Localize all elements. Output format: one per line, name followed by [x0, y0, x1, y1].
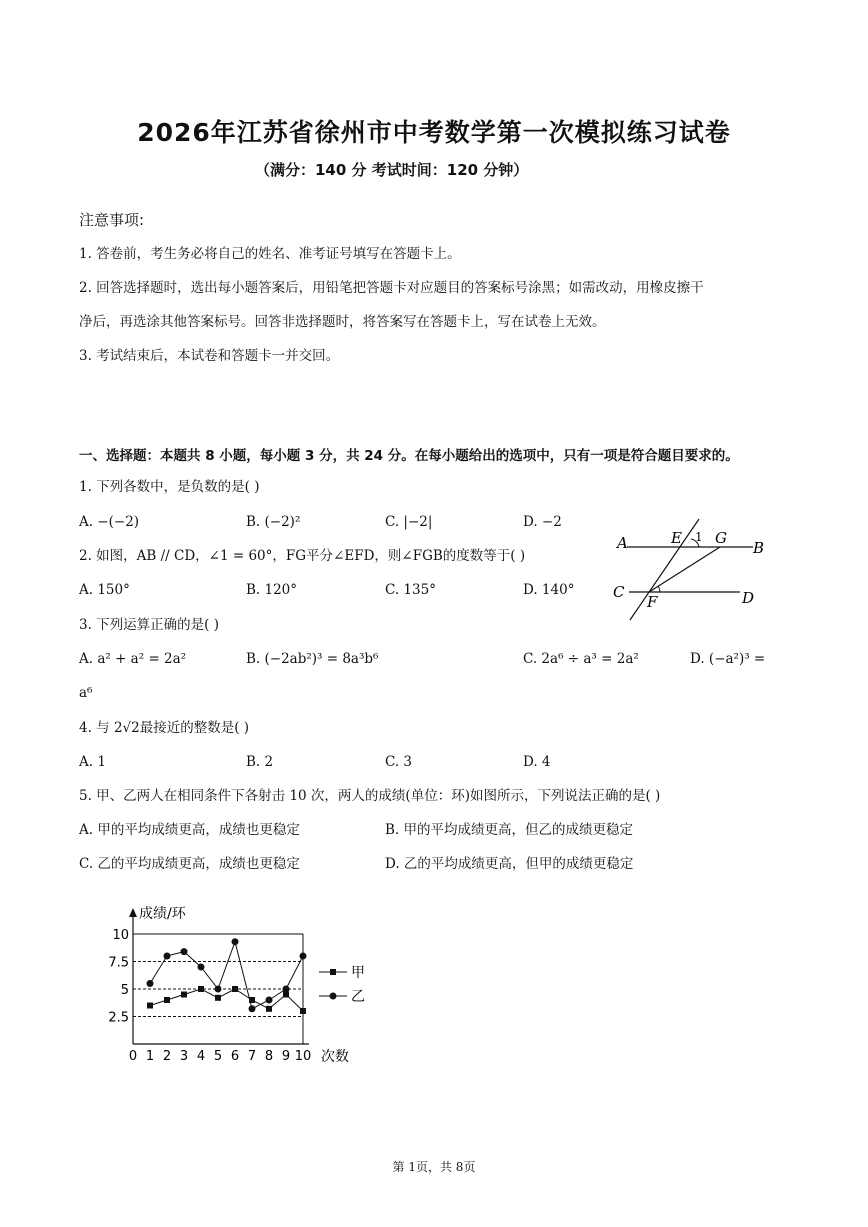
y-axis-arrow [129, 908, 137, 917]
option: C. 2a⁶ ÷ a³ = 2a² [523, 651, 639, 667]
x-tick-label: 2 [162, 1049, 172, 1064]
label-g: G [715, 529, 727, 547]
option: C. 135° [385, 582, 436, 598]
page-footer: 第 1页，共 8页 [392, 1160, 476, 1174]
data-point-circle [283, 986, 290, 993]
option: B. 2 [246, 754, 274, 770]
exam-info: （满分：140 分 考试时间：120 分钟） [255, 161, 529, 179]
data-point-square [232, 986, 238, 992]
label-e: E [671, 529, 682, 547]
y-tick-label: 2.5 [108, 1010, 129, 1026]
legend-label: 乙 [351, 989, 365, 1005]
note-item: 2. 回答选择题时，选出每小题答案后，用铅笔把答题卡对应题目的答案标号涂黑；如需改动，用橡皮擦干 [79, 280, 704, 296]
option: C. 3 [385, 754, 413, 770]
data-point-square [181, 992, 187, 998]
legend-marker-circle [330, 993, 337, 1000]
page-title: 2026年江苏省徐州市中考数学第一次模拟练习试卷 [137, 118, 731, 147]
x-tick-label: 10 [294, 1049, 312, 1064]
question-stem: 5. 甲、乙两人在相同条件下各射击 10 次，两人的成绩(单位：环)如图所示，下列说法正确的是( ) [79, 788, 661, 804]
data-point-square [300, 1008, 306, 1014]
x-tick-label: 0 [128, 1049, 138, 1064]
question-stem: 3. 下列运算正确的是( ) [79, 617, 219, 633]
question-stem: 2. 如图，AB // CD，∠1 = 60°，FG平分∠EFD，则∠FGB的度数等于( ) [79, 548, 526, 564]
data-point-circle [266, 997, 273, 1004]
option: B. 120° [246, 582, 298, 598]
x-tick-label: 4 [196, 1049, 206, 1064]
bisector-fg [649, 547, 720, 592]
option: D. 乙的平均成绩更高，但甲的成绩更稳定 [385, 856, 634, 872]
option: D. (−a²)³ = [690, 651, 766, 667]
section-heading: 一、选择题：本题共 8 小题，每小题 3 分，共 24 分。在每小题给出的选项中，只有一项是符合题目要求的。 [79, 448, 739, 464]
option-wrap: a⁶ [79, 685, 93, 701]
data-point-circle [181, 948, 188, 955]
label-d: D [742, 589, 755, 607]
data-point-circle [300, 953, 307, 960]
x-tick-label: 8 [264, 1049, 274, 1064]
data-point-circle [198, 964, 205, 971]
angle-efd-arc [658, 586, 660, 592]
data-point-square [164, 997, 170, 1003]
label-b: B [753, 539, 765, 557]
label-a: A [617, 534, 628, 552]
y-axis-title: 成绩/环 [139, 906, 186, 922]
data-point-circle [215, 986, 222, 993]
option: A. a² + a² = 2a² [79, 651, 187, 667]
y-tick-label: 10 [112, 928, 129, 943]
x-tick-label: 1 [145, 1049, 155, 1064]
option: C. 乙的平均成绩更高，成绩也更稳定 [79, 856, 300, 872]
legend-marker-square [330, 969, 336, 975]
x-axis-title: 次数 [321, 1049, 349, 1065]
score-line-chart [100, 900, 380, 1070]
y-tick-label: 5 [120, 983, 129, 998]
question-stem: 1. 下列各数中，是负数的是( ) [79, 479, 260, 495]
note-item: 净后，再选涂其他答案标号。回答非选择题时，将答案写在答题卡上，写在试卷上无效。 [79, 314, 606, 330]
data-point-square [215, 995, 221, 1001]
notes-heading: 注意事项: [79, 211, 145, 229]
option: B. (−2)² [246, 514, 301, 530]
data-point-circle [249, 1005, 256, 1012]
note-item: 3. 考试结束后，本试卷和答题卡一并交回。 [79, 348, 340, 364]
y-tick-label: 7.5 [108, 955, 129, 971]
question-stem: 4. 与 2√2最接近的整数是( ) [79, 720, 250, 736]
label-angle-1: 1 [695, 530, 703, 544]
data-point-square [147, 1003, 153, 1009]
option: C. |−2| [385, 514, 433, 530]
option: B. 甲的平均成绩更高，但乙的成绩更稳定 [385, 822, 634, 838]
data-point-square [266, 1006, 272, 1012]
x-tick-label: 7 [247, 1049, 257, 1064]
data-point-square [198, 986, 204, 992]
note-item: 1. 答卷前，考生务必将自己的姓名、准考证号填写在答题卡上。 [79, 246, 461, 262]
x-tick-label: 3 [179, 1049, 189, 1064]
option: A. 1 [79, 754, 106, 770]
option: A. −(−2) [79, 514, 140, 530]
data-point-circle [164, 953, 171, 960]
option: B. (−2ab²)³ = 8a³b⁶ [246, 651, 379, 667]
option: A. 150° [79, 582, 130, 598]
option: D. 140° [523, 582, 575, 598]
legend-label: 甲 [351, 965, 365, 981]
option: D. 4 [523, 754, 551, 770]
label-c: C [613, 583, 625, 601]
x-tick-label: 6 [230, 1049, 240, 1064]
transversal-ef [630, 519, 699, 620]
x-tick-label: 5 [213, 1049, 223, 1064]
option: D. −2 [523, 514, 562, 530]
x-tick-label: 9 [281, 1049, 291, 1064]
series-line-yi [150, 942, 303, 1009]
data-point-circle [147, 980, 154, 987]
geometry-figure [605, 515, 775, 627]
option: A. 甲的平均成绩更高，成绩也更稳定 [79, 822, 300, 838]
label-f: F [647, 593, 658, 611]
data-point-circle [232, 938, 239, 945]
